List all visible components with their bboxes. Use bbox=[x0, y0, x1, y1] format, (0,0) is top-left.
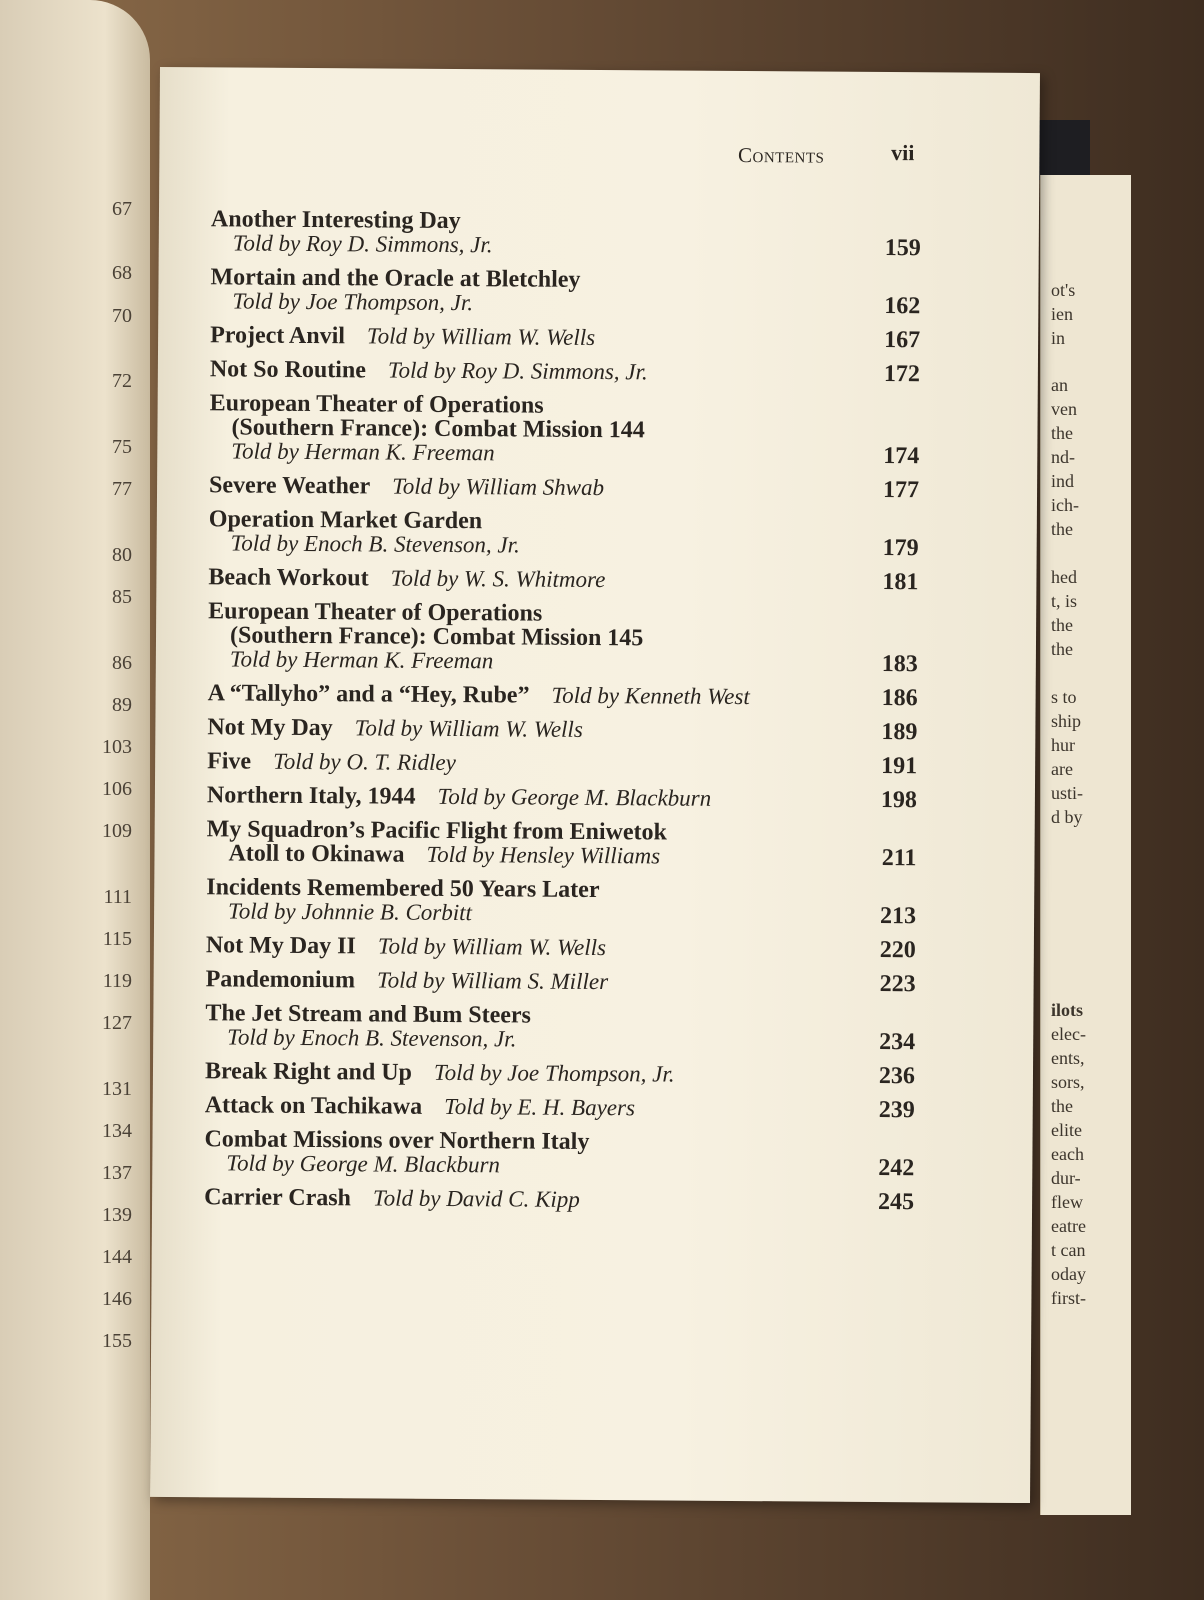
left-page-number: 89 bbox=[112, 694, 132, 716]
entry-author: Told by Herman K. Freeman bbox=[231, 438, 495, 466]
left-page-number: 134 bbox=[102, 1120, 132, 1142]
left-page-number: 106 bbox=[102, 778, 132, 800]
left-page-number: 80 bbox=[112, 544, 132, 566]
toc-entry bbox=[209, 507, 919, 560]
left-page-number: 127 bbox=[102, 1012, 132, 1034]
toc-entry bbox=[207, 749, 917, 778]
left-page-number: 75 bbox=[112, 436, 132, 458]
entry-page-number: 172 bbox=[883, 361, 920, 388]
entry-page-number: 242 bbox=[878, 1154, 915, 1182]
entry-title: Mortain and the Oracle at Bletchley bbox=[210, 264, 581, 293]
entry-title: Not My Day bbox=[207, 714, 333, 742]
entry-title: Operation Market Garden bbox=[208, 506, 483, 535]
entry-title: Project Anvil bbox=[210, 322, 346, 350]
toc-entry bbox=[207, 715, 917, 744]
entry-author: Told by E. H. Bayers bbox=[444, 1093, 636, 1121]
entry-author: Told by O. T. Ridley bbox=[273, 748, 456, 776]
entry-author: Told by William S. Miller bbox=[376, 967, 609, 995]
entry-page-number: 220 bbox=[879, 936, 916, 964]
entry-title: Not So Routine bbox=[209, 356, 366, 384]
entry-author: Told by William W. Wells bbox=[366, 323, 596, 350]
entry-title: Not My Day II bbox=[205, 932, 356, 960]
left-page-number: 85 bbox=[112, 586, 132, 608]
entry-title: Five bbox=[207, 748, 252, 775]
entry-page-number: 177 bbox=[882, 477, 920, 504]
entry-page-number: 245 bbox=[878, 1188, 915, 1216]
left-page-number: 72 bbox=[112, 370, 132, 392]
toc-entry bbox=[209, 473, 919, 502]
folio-page-number: vii bbox=[891, 140, 915, 166]
left-page-number: 103 bbox=[102, 736, 132, 758]
entry-author: Told by David C. Kipp bbox=[372, 1185, 580, 1212]
entry-author: Told by W. S. Whitmore bbox=[390, 565, 606, 593]
toc-entry bbox=[206, 933, 916, 962]
entry-title: Attack on Tachikawa bbox=[204, 1092, 423, 1120]
left-page-number: 119 bbox=[102, 970, 132, 992]
entry-title: European Theater of Operations bbox=[209, 390, 544, 419]
entry-author: Told by Johnnie B. Corbitt bbox=[228, 898, 473, 926]
entry-title: Pandemonium bbox=[205, 966, 356, 994]
toc-entry bbox=[210, 265, 920, 318]
entry-title: The Jet Stream and Bum Steers bbox=[205, 1000, 532, 1029]
left-page-number: 77 bbox=[112, 478, 132, 500]
left-page-number: 155 bbox=[102, 1330, 132, 1352]
entry-author: Told by Hensley Williams bbox=[426, 841, 661, 869]
entry-title: Incidents Remembered 50 Years Later bbox=[206, 874, 600, 904]
entry-author: Told by Joe Thompson, Jr. bbox=[433, 1059, 675, 1087]
entry-page-number: 191 bbox=[881, 752, 918, 780]
entry-author: Told by William W. Wells bbox=[354, 715, 583, 742]
left-page-number: 146 bbox=[102, 1288, 132, 1310]
left-page bbox=[0, 0, 150, 1600]
entry-title-continuation: (Southern France): Combat Mission 145 bbox=[229, 622, 644, 652]
toc-entry bbox=[210, 357, 920, 386]
entry-page-number: 189 bbox=[881, 718, 918, 746]
entry-title: Another Interesting Day bbox=[210, 206, 461, 235]
entry-page-number: 159 bbox=[884, 235, 921, 262]
entry-page-number: 234 bbox=[879, 1028, 916, 1056]
toc-entry bbox=[209, 391, 919, 468]
next-page-sliver: ot's ien in an ven the nd- ind ich- the hed t, is the the s to ship hur are usti- d by ilots elec- ents, sors, the elite each dur- flew eatre t can oday first- bbox=[1040, 175, 1131, 1515]
entry-title: Northern Italy, 1944 bbox=[206, 782, 416, 810]
entry-title: My Squadron’s Pacific Flight from Eniwetok bbox=[206, 816, 667, 846]
left-page-number: 144 bbox=[102, 1246, 132, 1268]
toc-entry bbox=[204, 1127, 914, 1180]
entry-author: Told by Enoch B. Stevenson, Jr. bbox=[227, 1024, 517, 1052]
entry-author: Told by Roy D. Simmons, Jr. bbox=[232, 230, 493, 258]
entry-page-number: 213 bbox=[880, 902, 917, 930]
left-page-number: 109 bbox=[102, 820, 132, 842]
entry-author: Told by Joe Thompson, Jr. bbox=[232, 288, 474, 316]
left-page-number: 111 bbox=[103, 886, 132, 908]
entry-title: Break Right and Up bbox=[204, 1058, 413, 1086]
entry-title: Beach Workout bbox=[208, 564, 369, 592]
entry-page-number: 181 bbox=[882, 569, 919, 596]
toc-entry bbox=[206, 817, 916, 870]
entry-title-continuation: Atoll to Okinawa bbox=[228, 840, 405, 868]
toc-entry bbox=[206, 967, 916, 996]
entry-author: Told by Kenneth West bbox=[551, 682, 750, 710]
left-page-number: 115 bbox=[102, 928, 132, 950]
entry-author: Told by William Shwab bbox=[392, 473, 605, 501]
entry-page-number: 179 bbox=[882, 535, 919, 562]
toc-entry bbox=[207, 783, 917, 812]
entry-page-number: 198 bbox=[880, 786, 917, 814]
entry-author: Told by Roy D. Simmons, Jr. bbox=[387, 357, 648, 385]
entry-page-number: 211 bbox=[881, 845, 917, 872]
left-page-number: 131 bbox=[102, 1078, 132, 1100]
entry-page-number: 186 bbox=[881, 684, 918, 712]
entry-author: Told by Herman K. Freeman bbox=[229, 646, 494, 674]
entry-page-number: 167 bbox=[884, 327, 921, 354]
entry-page-number: 174 bbox=[883, 443, 920, 470]
toc-entry bbox=[210, 323, 920, 352]
table-of-contents bbox=[204, 207, 921, 1224]
entry-page-number: 239 bbox=[878, 1096, 915, 1124]
running-head: Contents bbox=[737, 142, 825, 168]
toc-entry bbox=[204, 1185, 914, 1214]
entry-page-number: 183 bbox=[881, 650, 918, 678]
entry-title: A “Tallyho” and a “Hey, Rube” bbox=[207, 680, 530, 709]
contents-page bbox=[150, 67, 1040, 1503]
entry-author: Told by George M. Blackburn bbox=[226, 1150, 501, 1178]
entry-title: Combat Missions over Northern Italy bbox=[204, 1126, 590, 1155]
entry-page-number: 236 bbox=[878, 1062, 916, 1090]
toc-entry bbox=[205, 1001, 915, 1054]
entry-title: Severe Weather bbox=[208, 472, 371, 500]
entry-page-number: 223 bbox=[879, 970, 916, 998]
left-page-number: 70 bbox=[112, 305, 132, 327]
entry-title: Carrier Crash bbox=[204, 1184, 352, 1212]
left-page-number: 67 bbox=[112, 198, 132, 220]
entry-author: Told by William W. Wells bbox=[377, 933, 607, 961]
entry-title-continuation: (Southern France): Combat Mission 144 bbox=[231, 414, 645, 444]
entry-page-number: 162 bbox=[884, 293, 921, 320]
toc-entry bbox=[206, 875, 916, 928]
toc-entry bbox=[205, 1059, 915, 1088]
left-page-number: 86 bbox=[112, 652, 132, 674]
entry-author: Told by Enoch B. Stevenson, Jr. bbox=[230, 530, 520, 558]
left-page-number: 139 bbox=[102, 1204, 132, 1226]
toc-entry bbox=[211, 207, 921, 260]
entry-title: European Theater of Operations bbox=[208, 598, 543, 627]
toc-entry bbox=[208, 681, 918, 710]
left-page-number: 137 bbox=[102, 1162, 132, 1184]
entry-author: Told by George M. Blackburn bbox=[437, 783, 712, 811]
toc-entry bbox=[205, 1093, 915, 1122]
toc-entry bbox=[208, 565, 918, 594]
left-page-number: 68 bbox=[112, 262, 132, 284]
toc-entry bbox=[208, 599, 918, 676]
